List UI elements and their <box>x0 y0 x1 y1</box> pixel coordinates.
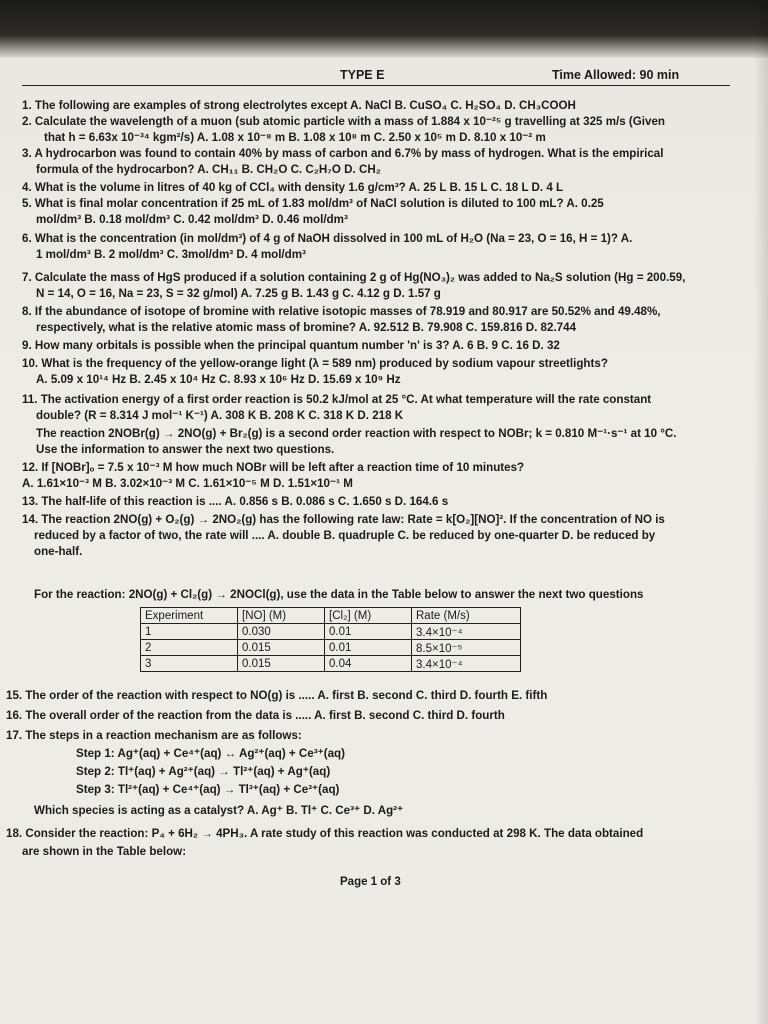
table-intro: For the reaction: 2NO(g) + Cl₂(g) → 2NOCl(g), use the data in the Table below to answer the next two questions <box>34 588 644 601</box>
mechanism-step-3: Step 3: Tl²⁺(aq) + Ce⁴⁺(aq) → Tl³⁺(aq) + Ce³⁺(aq) <box>76 783 340 796</box>
table-cell: 3 <box>141 656 238 672</box>
edge-shadow <box>754 0 768 1024</box>
time-allowed: Time Allowed: 90 min <box>552 68 680 82</box>
question-18-cont: are shown in the Table below: <box>22 845 187 858</box>
table-row <box>141 624 521 640</box>
question-5-cont: mol/dm³ B. 0.18 mol/dm³ C. 0.42 mol/dm³ D. 0.46 mol/dm³ <box>36 213 348 226</box>
question-9: 9. How many orbitals is possible when the principal quantum number 'n' is 3? A. 6 B. 9 C. 16 D. 32 <box>22 339 560 352</box>
question-14-cont: reduced by a factor of two, the rate will .... A. double B. quadruple C. be reduced by one-quarter D. be reduced by <box>34 529 656 542</box>
table-header-cell: [NO] (M) <box>238 608 325 624</box>
top-shadow-strip <box>0 0 768 58</box>
question-3-cont: formula of the hydrocarbon? A. CH₁₁ B. CH₂O C. C₂H₇O D. CH₂ <box>36 163 381 176</box>
question-12: 12. If [NOBr]ₒ = 7.5 x 10⁻³ M how much NOBr will be left after a reaction time of 10 minutes? <box>22 461 525 474</box>
reaction-intro-cont: Use the information to answer the next two questions. <box>36 443 335 456</box>
question-10-cont: A. 5.09 x 10¹⁴ Hz B. 2.45 x 10⁴ Hz C. 8.93 x 10⁶ Hz D. 15.69 x 10⁹ Hz <box>36 373 401 386</box>
question-17-prompt: Which species is acting as a catalyst? A. Ag⁺ B. Tl⁺ C. Ce³⁺ D. Ag²⁺ <box>34 804 404 817</box>
question-13: 13. The half-life of this reaction is .... A. 0.856 s B. 0.086 s C. 1.650 s D. 164.6 s <box>22 495 449 508</box>
table-header-cell: Experiment <box>141 608 238 624</box>
question-8: 8. If the abundance of isotope of bromine with relative isotopic masses of 78.919 and 80.917 are 50.52% and 49.48%, <box>22 305 661 318</box>
question-2-cont: that h = 6.63x 10⁻³⁴ kgm²/s) A. 1.08 x 10⁻⁸ m B. 1.08 x 10⁸ m C. 2.50 x 10⁵ m D. 8.10 x 10⁻² m <box>44 131 546 144</box>
question-12-options: A. 1.61×10⁻³ M B. 3.02×10⁻³ M C. 1.61×10⁻⁵ M D. 1.51×10⁻¹ M <box>22 477 353 490</box>
page-number: Page 1 of 3 <box>340 876 401 888</box>
table-header-cell: Rate (M/s) <box>412 608 521 624</box>
rate-data-table <box>140 607 521 672</box>
question-11: 11. The activation energy of a first order reaction is 50.2 kJ/mol at 25 °C. At what temperature will the rate constant <box>22 393 652 406</box>
table-header-cell: [Cl₂] (M) <box>325 608 412 624</box>
question-10: 10. What is the frequency of the yellow-orange light (λ = 589 nm) produced by sodium vapour streetlights? <box>22 357 608 370</box>
table-row <box>141 656 521 672</box>
table-cell: 0.04 <box>325 656 412 672</box>
header-rule <box>22 85 730 86</box>
table-cell: 0.015 <box>238 640 325 656</box>
question-8-cont: respectively, what is the relative atomic mass of bromine? A. 92.512 B. 79.908 C. 159.816 D. 82.744 <box>36 321 577 334</box>
question-14-cont2: one-half. <box>34 545 83 558</box>
question-17: 17. The steps in a reaction mechanism are as follows: <box>6 729 302 742</box>
question-3: 3. A hydrocarbon was found to contain 40% by mass of carbon and 6.7% by mass of hydrogen. What is the empirical <box>22 147 664 160</box>
table-cell: 0.01 <box>325 624 412 640</box>
table-header-row <box>141 608 521 624</box>
mechanism-step-2: Step 2: Tl⁺(aq) + Ag²⁺(aq) → Tl²⁺(aq) + Ag⁺(aq) <box>76 765 331 778</box>
question-6-cont: 1 mol/dm³ B. 2 mol/dm³ C. 3mol/dm³ D. 4 mol/dm³ <box>36 248 306 261</box>
table-cell: 3.4×10⁻⁴ <box>412 624 521 640</box>
question-4: 4. What is the volume in litres of 40 kg of CCl₄ with density 1.6 g/cm³? A. 25 L B. 15 L C. 18 L D. 4 L <box>22 181 564 194</box>
question-7: 7. Calculate the mass of HgS produced if a solution containing 2 g of Hg(NO₃)₂ was added to Na₂S solution (Hg = 200.59, <box>22 271 686 284</box>
question-2: 2. Calculate the wavelength of a muon (sub atomic particle with a mass of 1.884 x 10⁻²⁵ g travelling at 325 m/s (Given <box>22 115 665 128</box>
table-cell: 2 <box>141 640 238 656</box>
question-6: 6. What is the concentration (in mol/dm³) of 4 g of NaOH dissolved in 100 mL of H₂O (Na = 23, O = 16, H = 1)? A. <box>22 232 633 245</box>
table-cell: 3.4×10⁻⁴ <box>412 656 521 672</box>
question-5: 5. What is final molar concentration if 25 mL of 1.83 mol/dm³ of NaCl solution is diluted to 100 mL? A. 0.25 <box>22 197 604 210</box>
exam-type: TYPE E <box>340 68 385 82</box>
question-11-cont: double? (R = 8.314 J mol⁻¹ K⁻¹) A. 308 K B. 208 K C. 318 K D. 218 K <box>36 409 404 422</box>
table-cell: 0.015 <box>238 656 325 672</box>
table-cell: 0.030 <box>238 624 325 640</box>
reaction-intro: The reaction 2NOBr(g) → 2NO(g) + Br₂(g) is a second order reaction with respect to NOBr; k = 0.810 M⁻¹·s⁻¹ at 10 °C. <box>36 427 677 440</box>
question-16: 16. The overall order of the reaction from the data is ..... A. first B. second C. third D. fourth <box>6 709 505 722</box>
table-cell: 0.01 <box>325 640 412 656</box>
table-cell: 1 <box>141 624 238 640</box>
question-14: 14. The reaction 2NO(g) + O₂(g) → 2NO₂(g) has the following rate law: Rate = k[O₂][NO]². If the concentration of NO is <box>22 513 665 526</box>
question-18: 18. Consider the reaction: P₄ + 6H₂ → 4PH₃. A rate study of this reaction was conducted at 298 K. The data obtained <box>6 827 644 840</box>
question-15: 15. The order of the reaction with respect to NO(g) is ..... A. first B. second C. third D. fourth E. fifth <box>6 689 548 702</box>
table-row <box>141 640 521 656</box>
question-7-cont: N = 14, O = 16, Na = 23, S = 32 g/mol) A. 7.25 g B. 1.43 g C. 4.12 g D. 1.57 g <box>36 287 441 300</box>
table-cell: 8.5×10⁻⁵ <box>412 640 521 656</box>
question-1: 1. The following are examples of strong electrolytes except A. NaCl B. CuSO₄ C. H₂SO₄ D. CH₃COOH <box>22 99 576 112</box>
mechanism-step-1: Step 1: Ag⁺(aq) + Ce⁴⁺(aq) ↔ Ag²⁺(aq) + Ce³⁺(aq) <box>76 747 345 760</box>
